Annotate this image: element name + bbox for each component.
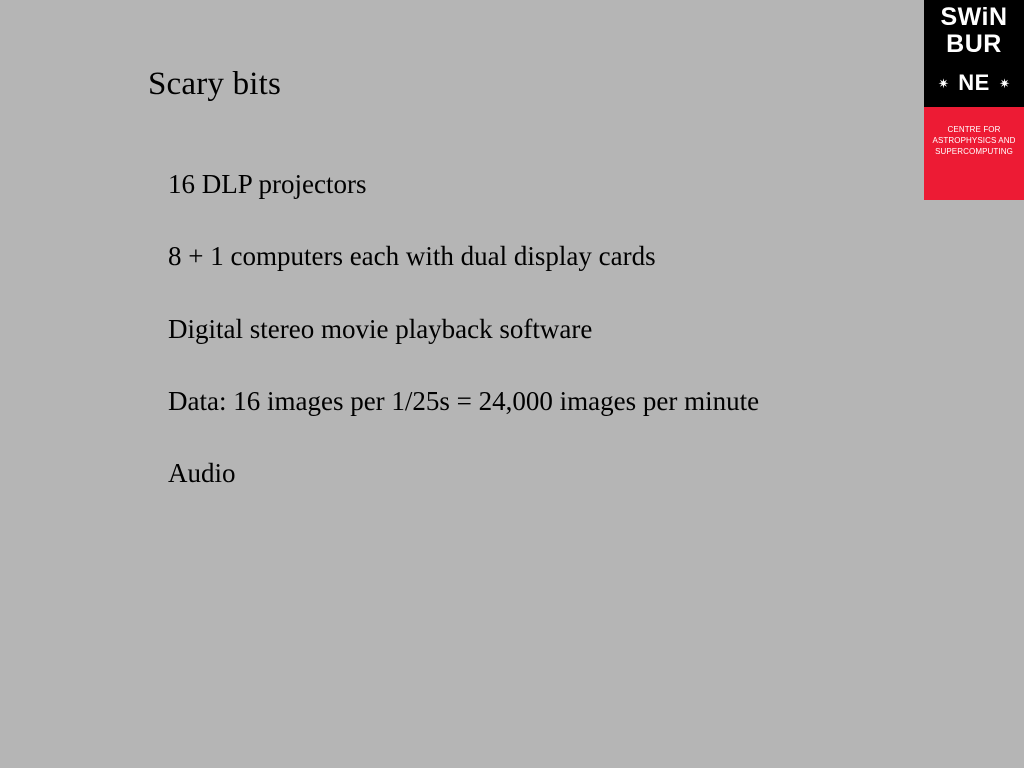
logo-subtitle-line3: SUPERCOMPUTING xyxy=(935,147,1013,156)
logo-wordmark-line3: NE xyxy=(958,70,990,95)
star-icon: ✷ xyxy=(999,76,1010,91)
logo-wordmark-line1: SWiN xyxy=(940,3,1008,31)
logo-subtitle-line2: ASTROPHYSICS AND xyxy=(932,136,1016,145)
list-item: Digital stereo movie playback software xyxy=(168,313,593,344)
slide-title: Scary bits xyxy=(148,66,282,102)
list-item: 16 DLP projectors xyxy=(168,169,367,199)
list-item: Data: 16 images per 1/25s = 24,000 images per minute xyxy=(168,386,760,417)
list-item: 8 + 1 computers each with dual display cards xyxy=(168,241,656,272)
logo-subtitle-line1: CENTRE FOR xyxy=(947,125,1001,134)
swinburne-logo xyxy=(924,0,1024,200)
list-item: Audio xyxy=(168,458,236,489)
star-icon: ✷ xyxy=(938,76,949,91)
slide-body-list xyxy=(168,170,888,532)
logo-wordmark-line2: BUR xyxy=(946,30,1002,58)
